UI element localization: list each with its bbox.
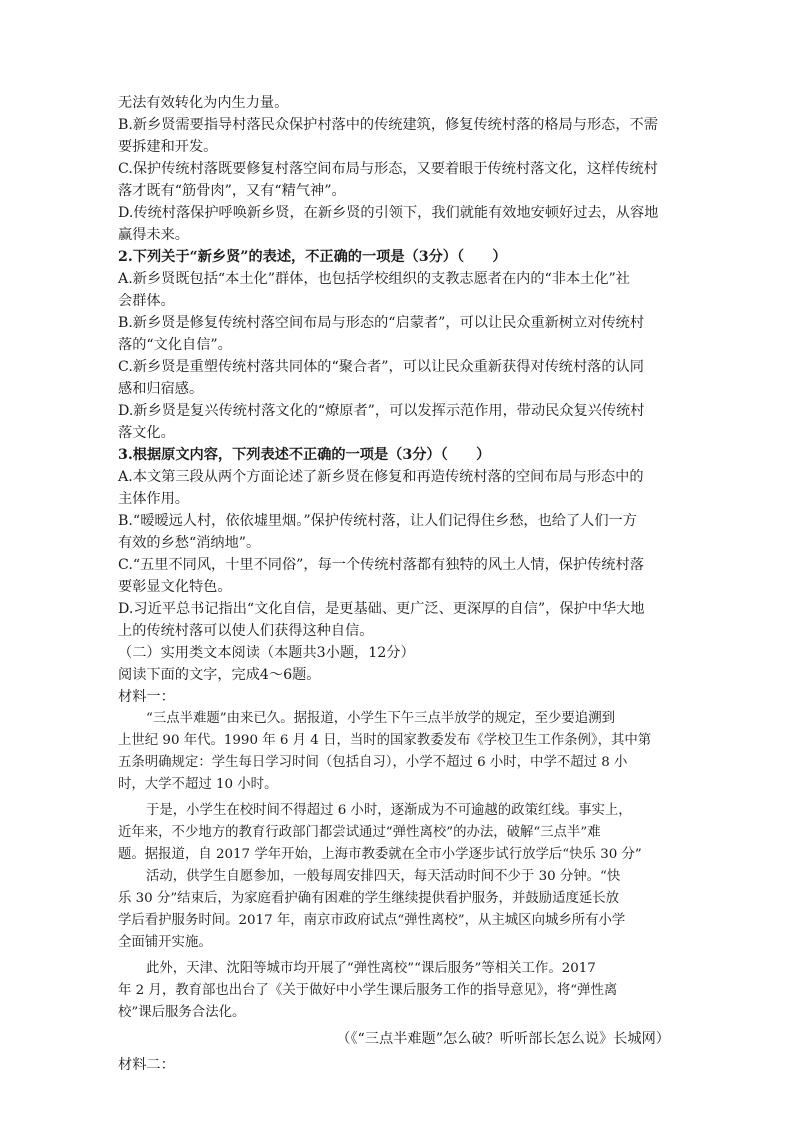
material2-label: 材料二： — [118, 1057, 175, 1073]
q3-option-b-line1: B.“暧暧远人村，依依墟里烟。”保护传统村落，让人们记得住乡愁，也给了人们一方 — [118, 513, 637, 529]
q2-stem: 2.下列关于“新乡贤”的表述，不正确的一项是（3分）（ ） — [118, 249, 507, 265]
material1-p2-line6: 学后看护服务时间。2017 年，南京市政府试点“弹性离校”，从主城区向城乡所有小学 — [118, 913, 626, 928]
q2-option-a-line2: 会群体。 — [118, 293, 175, 309]
material1-p1-line1: “三点半难题”由来已久。据报道，小学生下午三点半放学的规定，至少要追溯到 — [146, 711, 615, 726]
q2-option-d-line2: 落文化。 — [118, 425, 175, 441]
section-title: （二）实用类文本阅读（本题共3小题，12分） — [118, 645, 415, 661]
material1-p3-line2: 年 2 月，教育部也出台了《关于做好中小学生课后服务工作的指导意见》，将“弹性离 — [118, 983, 618, 998]
q3-stem: 3.根据原文内容，下列表述不正确的一项是（3分）（ ） — [118, 447, 491, 463]
material1-label: 材料一： — [118, 689, 175, 705]
section-instruction: 阅读下面的文字，完成4～6题。 — [118, 667, 321, 683]
q3-option-a-line1: A.本文第三段从两个方面论述了新乡贤在修复和再造传统村落的空间布局与形态中的 — [118, 469, 644, 485]
q3-option-d-line2: 上的传统村落可以使人们获得这种自信。 — [118, 623, 374, 639]
q3-option-c-line1: C.“五里不同风，十里不同俗”，每一个传统村落都有独特的风土人情，保护传统村落 — [118, 557, 644, 573]
q1-option-b-line1: B.新乡贤需要指导村落民众保护村落中的传统建筑，修复传统村落的格局与形态，不需 — [118, 117, 658, 133]
material1-p2-line3: 题。据报道，自 2017 学年开始，上海市教委就在全市小学逐步试行放学后“快乐 30 分” — [118, 847, 642, 862]
q3-option-c-line2: 要彰显文化特色。 — [118, 579, 232, 595]
q1-option-c-line2: 落才既有“筋骨肉”，又有“精气神”。 — [118, 183, 346, 199]
material1-p2-line4: 活动，供学生自愿参加，一般每周安排四天，每天活动时间不少于 30 分钟。“快 — [146, 869, 621, 884]
material1-p2-line1: 于是，小学生在校时间不得超过 6 小时，逐渐成为不可逾越的政策红线。事实上， — [146, 803, 632, 818]
q1-option-d-line2: 赢得未来。 — [118, 227, 189, 243]
q2-option-c-line2: 感和归宿感。 — [118, 381, 204, 397]
q2-option-c-line1: C.新乡贤是重塑传统村落共同体的“聚合者”，可以让民众重新获得对传统村落的认同 — [118, 359, 644, 375]
material1-p2-line2: 近年来，不少地方的教育行政部门都尝试通过“弹性离校”的办法，破解“三点半”难 — [118, 825, 601, 840]
q2-option-d-line1: D.新乡贤是复兴传统村落文化的“燎原者”，可以发挥示范作用，带动民众复兴传统村 — [118, 403, 645, 419]
material1-p1-line4: 时，大学不超过 10 小时。 — [118, 777, 278, 792]
q1-option-d-line1: D.传统村落保护呼唤新乡贤，在新乡贤的引领下，我们就能有效地安顿好过去，从容地 — [118, 205, 659, 221]
material1-p3-line3: 校”课后服务合法化。 — [118, 1005, 246, 1020]
option-c-tail: 无法有效转化为内生力量。 — [118, 95, 289, 111]
material1-p2-line5: 乐 30 分”结束后，为家庭看护确有困难的学生继续提供看护服务，并鼓励适度延长放 — [118, 891, 620, 906]
q1-option-b-line2: 要拆建和开发。 — [118, 139, 218, 155]
material1-p1-line3: 五条明确规定：学生每日学习时间（包括自习），小学不超过 6 小时，中学不超过 8 小 — [118, 755, 628, 770]
document-page — [118, 92, 680, 1076]
q3-option-b-line2: 有效的乡愁“消纳地”。 — [118, 535, 261, 551]
material1-p2-line7: 全面铺开实施。 — [118, 935, 212, 950]
q2-option-a-line1: A.新乡贤既包括“本土化”群体，也包括学校组织的支教志愿者在内的“非本土化”社 — [118, 271, 630, 287]
material1-p3-line1: 此外，天津、沈阳等城市均开展了“弹性离校”“课后服务”等相关工作。2017 — [146, 961, 596, 976]
q3-option-d-line1: D.习近平总书记指出“文化自信，是更基础、更广泛、更深厚的自信”，保护中华大地 — [118, 601, 645, 617]
q1-option-c-line1: C.保护传统村落既要修复村落空间布局与形态，又要着眼于传统村落文化，这样传统村 — [118, 161, 658, 177]
q2-option-b-line2: 落的“文化自信”。 — [118, 337, 232, 353]
material1-source: （《“三点半难题”怎么破？听听部长怎么说》长城网） — [336, 1031, 670, 1047]
q2-option-b-line1: B.新乡贤是修复传统村落空间布局与形态的“启蒙者”，可以让民众重新树立对传统村 — [118, 315, 645, 331]
material1-p1-line2: 上世纪 90 年代。1990 年 6 月 4 日，当时的国家教委发布《学校卫生工作条例》，其中第 — [118, 733, 652, 748]
q3-option-a-line2: 主体作用。 — [118, 491, 189, 507]
